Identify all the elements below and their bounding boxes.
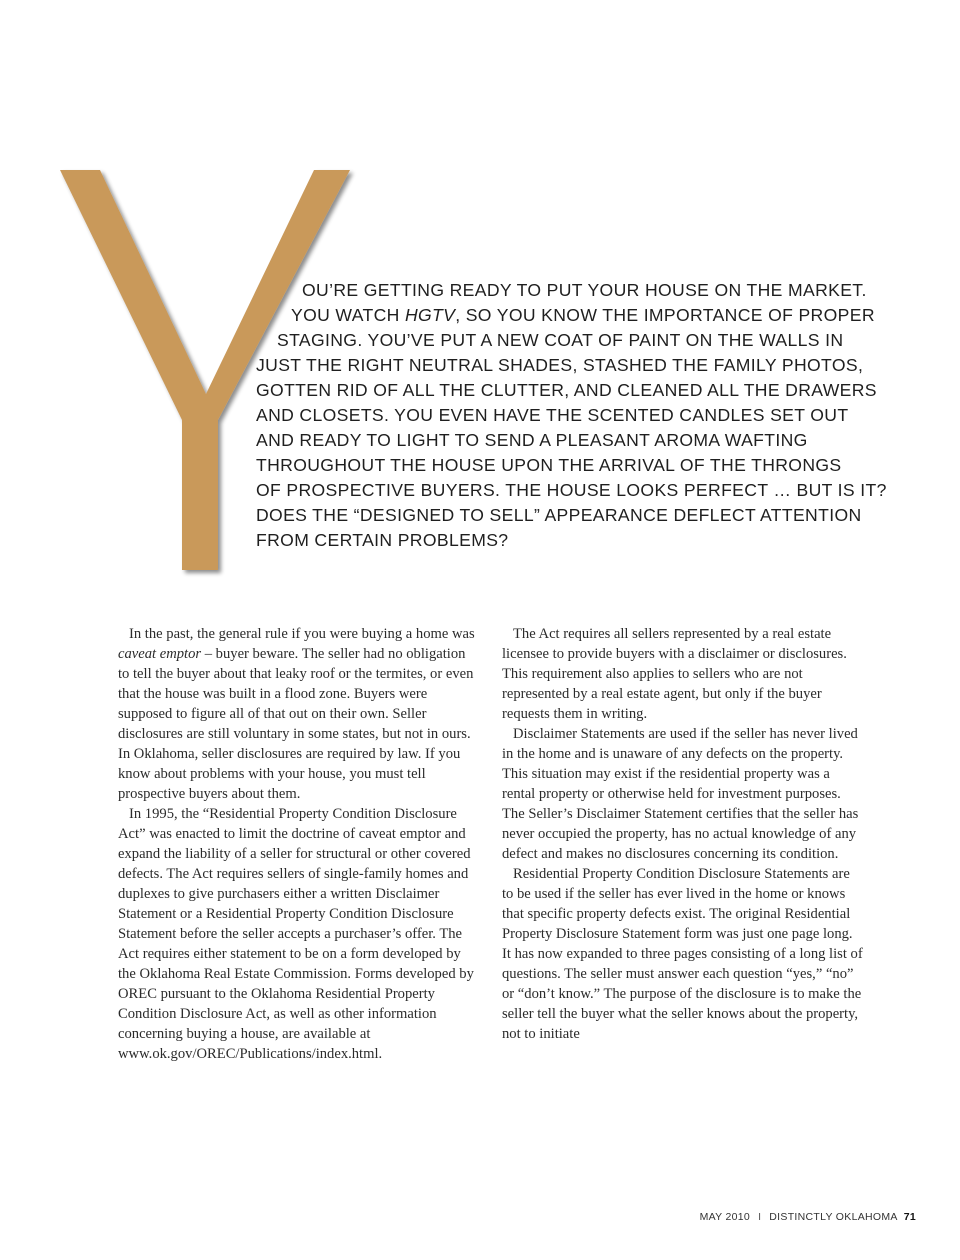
footer-separator: I [758, 1211, 762, 1223]
intro-line-2 [291, 305, 875, 326]
intro-line-5: GOTTEN RID OF ALL THE CLUTTER, AND CLEANED ALL THE DRAWERS [256, 380, 877, 400]
issue-date: MAY 2010 [699, 1211, 751, 1223]
intro-line-9: OF PROSPECTIVE BUYERS. THE HOUSE LOOKS PERFECT … BUT IS IT? [256, 480, 887, 500]
body-column-right [502, 624, 864, 1044]
intro-line-4: JUST THE RIGHT NEUTRAL SHADES, STASHED THE FAMILY PHOTOS, [256, 355, 864, 375]
intro-line-11: FROM CERTAIN PROBLEMS? [256, 530, 509, 550]
hgtv-mention: HGTV [404, 305, 456, 325]
body-paragraph: In 1995, the “Residential Property Condition Disclosure Act” was enacted to limit the doctrine of caveat emptor and expand the liability of a seller for structural or other covered defects. The Act requires sellers of single-family homes and duplexes to give purchasers either a written Disclaimer Statement or a Residential Property Condition Disclosure Statement before the seller accepts a purchaser’s offer. The Act requires either statement to be on a form developed by the Oklahoma Real Estate Commission. Forms developed by OREC pursuant to the Oklahoma Residential Property Condition Disclosure Act, as well as other information concerning buying a house, are available at www.ok.gov/OREC/Publications/index.html. [118, 806, 474, 1062]
body-paragraph [118, 624, 480, 804]
paragraph-text: – buyer beware. The seller had no obligation to tell the buyer about that leaky roof or the termites, or even that the house was built in a flood zone. Buyers were supposed to figure all of that out on their own. Seller disclosures are still voluntary in some states, but not in ours. In Oklahoma, seller disclosures are required by law. If you know about problems with your house, you must tell prospective buyers about them. [118, 646, 474, 802]
body-paragraph: Residential Property Condition Disclosure Statements are to be used if the seller has ever lived in the home or knows that specific property defects exist. The original Residential Property Disclosure Statement form was just one page long. It has now expanded to three pages consisting of a long list of questions. The seller must answer each question “yes,” “no” or “don’t know.” The purpose of the disclosure is to make the seller tell the buyer what the seller knows about the property, not to initiate [502, 866, 863, 1042]
page-number: 71 [903, 1211, 916, 1223]
body-paragraph: Disclaimer Statements are used if the seller has never lived in the home and is unaware of any defects on the property. This situation may exist if the residential property was a rental property or otherwise held for investment purposes. The Seller’s Disclaimer Statement certifies that the seller has never occupied the property, has no actual knowledge of any defect and makes no disclosures concerning its condition. [502, 726, 859, 862]
intro-line-3: STAGING. YOU’VE PUT A NEW COAT OF PAINT ON THE WALLS IN [277, 330, 844, 350]
publication-name: DISTINCTLY OKLAHOMA [769, 1211, 898, 1223]
intro-line-7: AND READY TO LIGHT TO SEND A PLEASANT AROMA WAFTING [256, 430, 808, 450]
body-column-left [118, 624, 480, 1064]
intro-line-6: AND CLOSETS. YOU EVEN HAVE THE SCENTED CANDLES SET OUT [256, 405, 849, 425]
intro-line-8: THROUGHOUT THE HOUSE UPON THE ARRIVAL OF THE THRONGS [256, 455, 842, 475]
body-paragraph: The Act requires all sellers represented by a real estate licensee to provide buyers with a disclaimer or disclosures. This requirement also applies to sellers who are not represented by a real estate agent, but only if the buyer requests them in writing. [502, 626, 847, 722]
intro-line-1: OU’RE GETTING READY TO PUT YOUR HOUSE ON THE MARKET. [302, 280, 867, 300]
paragraph-text: In the past, the general rule if you were buying a home was [129, 626, 475, 642]
caveat-emptor-italic: caveat emptor [118, 646, 202, 662]
page-footer [700, 1211, 916, 1223]
intro-line-10: DOES THE “DESIGNED TO SELL” APPEARANCE DEFLECT ATTENTION [256, 505, 862, 525]
intro-line-2-start: YOU WATCH [291, 305, 405, 325]
intro-line-2-end: , SO YOU KNOW THE IMPORTANCE OF PROPER [455, 305, 875, 325]
